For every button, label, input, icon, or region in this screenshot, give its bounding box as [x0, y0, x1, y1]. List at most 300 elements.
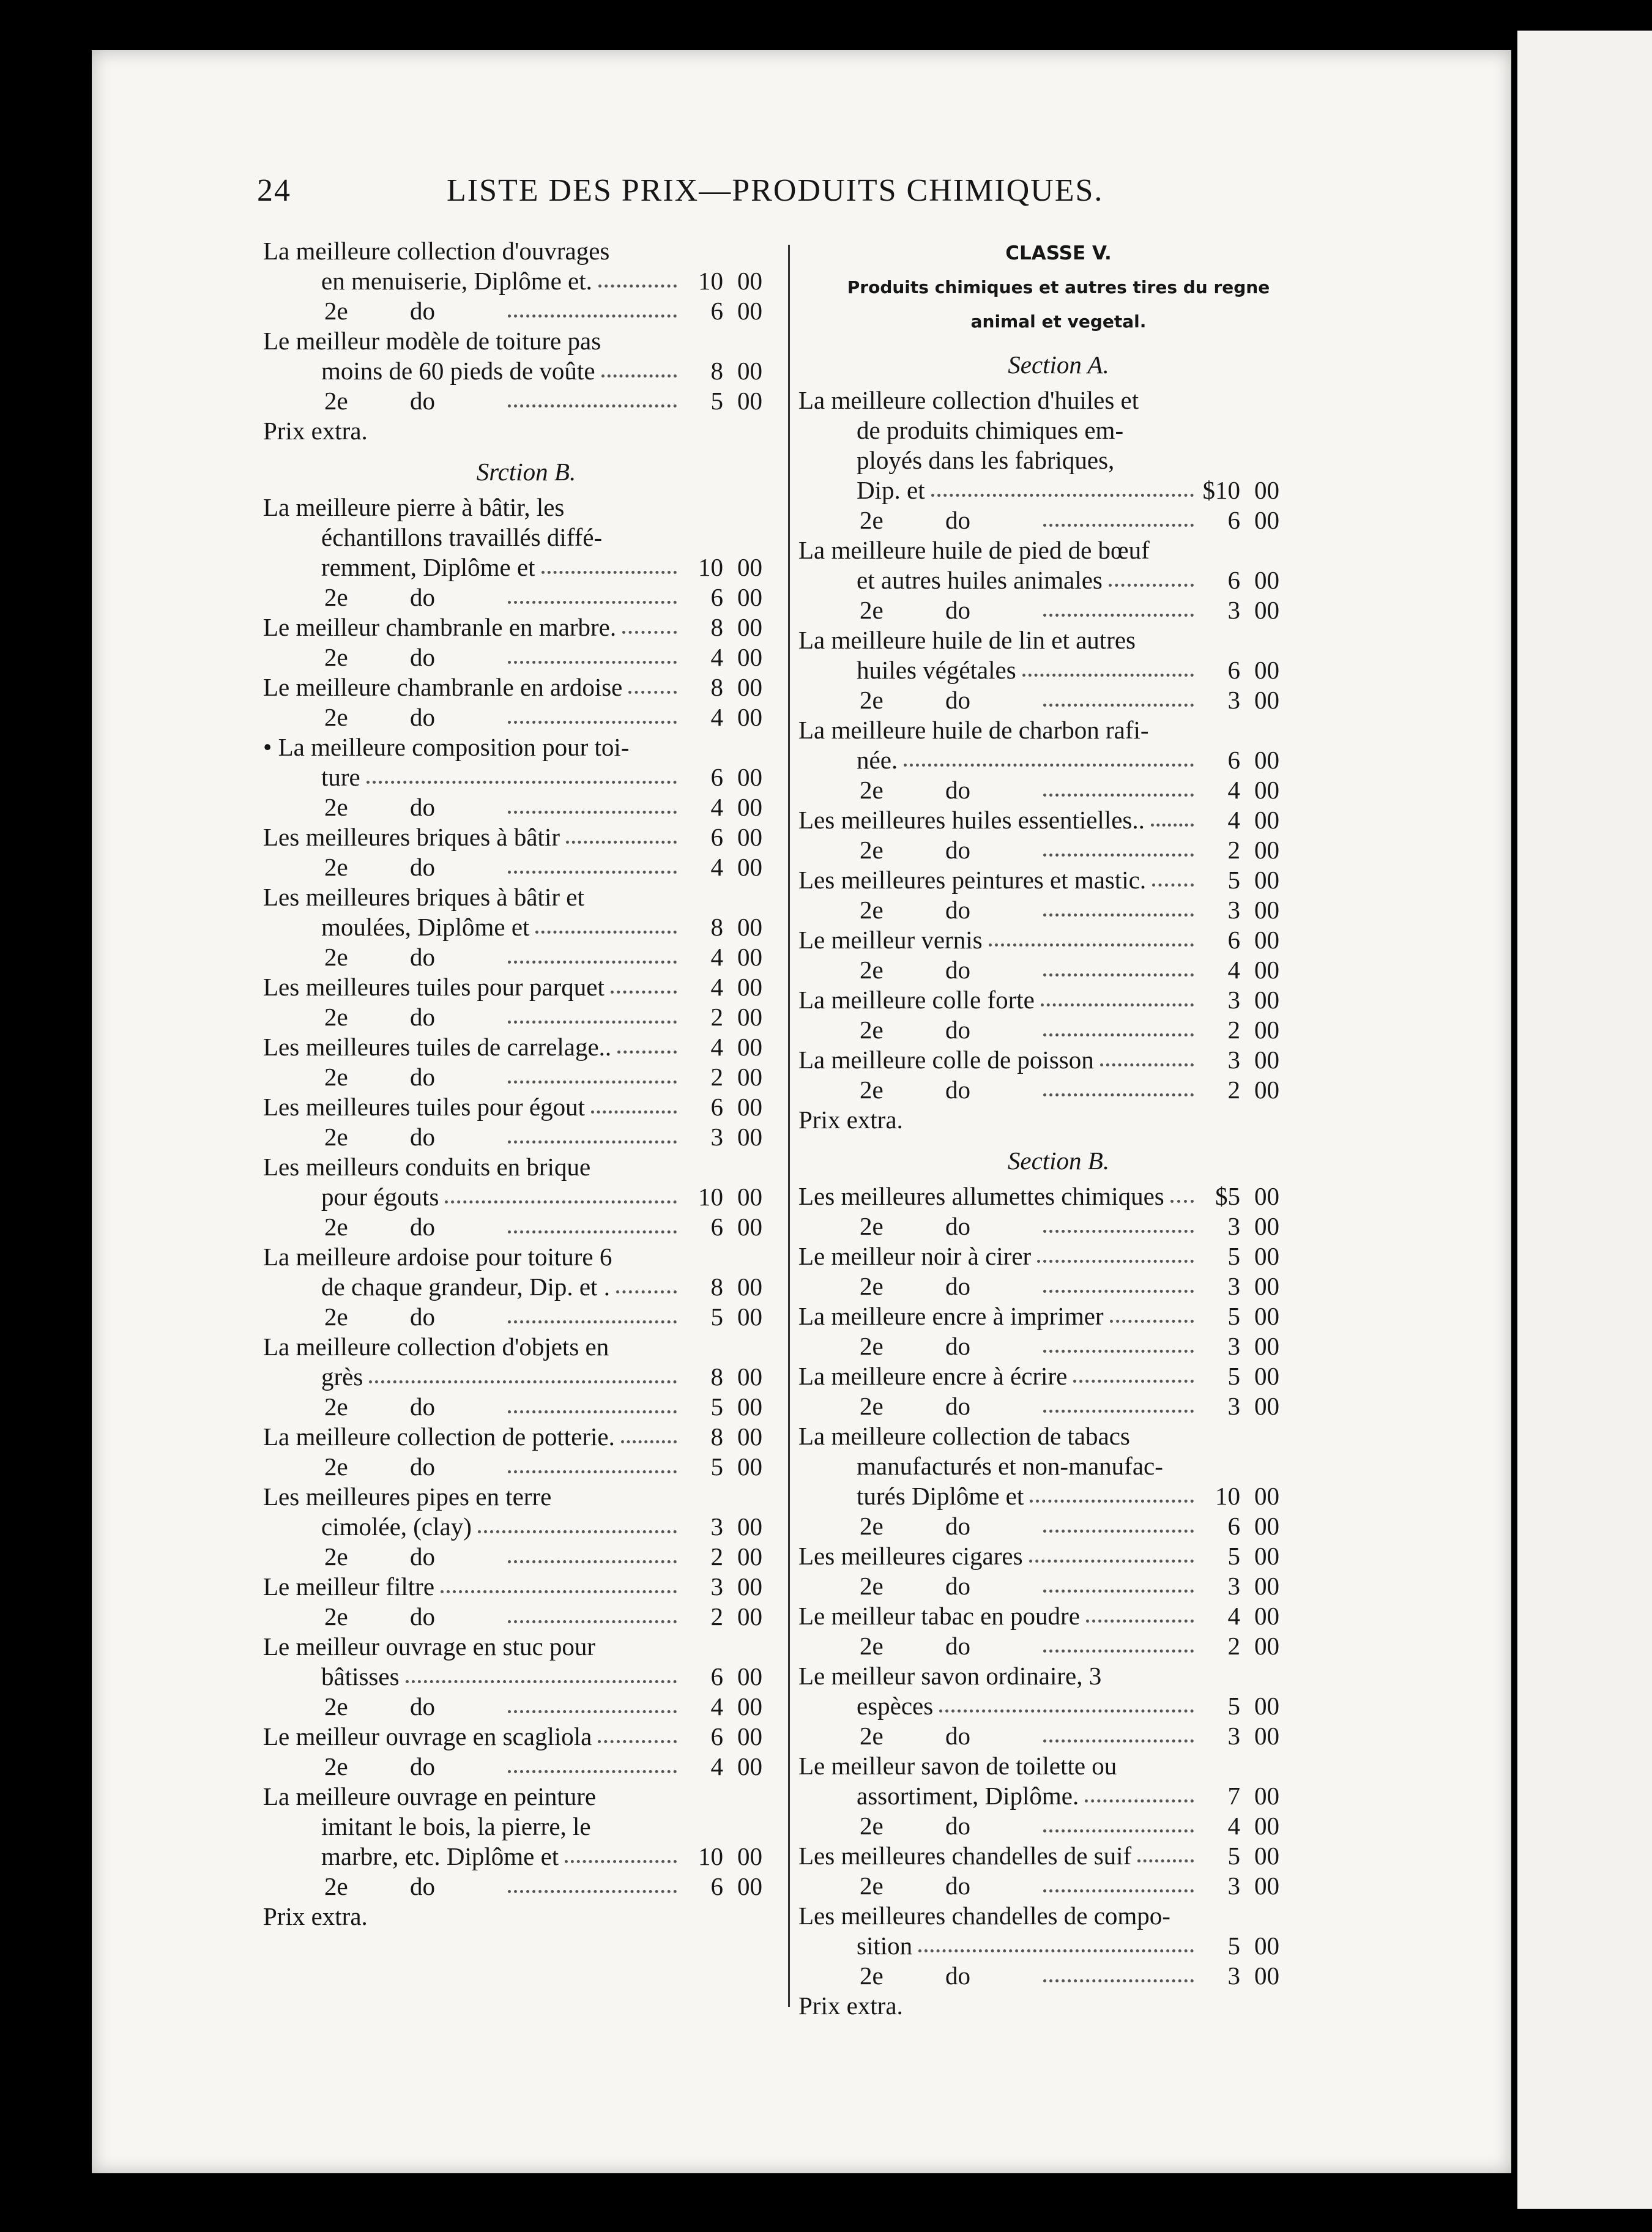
second-prize-label: 2e — [324, 1213, 348, 1241]
prize-row — [263, 1902, 789, 1932]
prize-cents: 00 — [737, 973, 762, 1001]
dot-leader — [1152, 865, 1194, 887]
prize-description: La meilleure huile de charbon rafi- — [798, 716, 1149, 744]
ditto-mark: do — [410, 1213, 435, 1241]
prize-description: Le meilleur savon de toilette ou — [798, 1752, 1117, 1780]
second-prize-row — [263, 1302, 789, 1332]
ditto-mark: do — [945, 1016, 970, 1044]
second-prize-label: 2e — [324, 1393, 348, 1421]
prize-cents: 00 — [1254, 806, 1279, 834]
prize-cents: 00 — [737, 793, 762, 821]
dot-leader — [622, 612, 677, 634]
prize-cents: 00 — [737, 297, 762, 325]
prize-cents: 00 — [737, 673, 762, 701]
second-prize-row — [263, 1872, 789, 1902]
prize-row — [263, 1182, 789, 1212]
prize-description: ployés dans les fabriques, — [857, 446, 1115, 474]
prize-row — [798, 1301, 1319, 1331]
prize-description: La meilleure encre à écrire — [798, 1362, 1068, 1390]
second-prize-row — [798, 1391, 1319, 1421]
prize-row — [263, 822, 789, 852]
ditto-mark: do — [410, 1453, 435, 1481]
ditto-mark: do — [410, 1872, 435, 1900]
ditto-mark: do — [945, 1572, 970, 1600]
dot-leader — [508, 702, 677, 724]
dot-leader — [617, 1032, 677, 1054]
prize-dollars: 10 — [698, 553, 723, 581]
second-prize-row — [263, 1602, 789, 1632]
prize-dollars: 3 — [1227, 1722, 1240, 1750]
prize-cents: 00 — [1254, 1722, 1279, 1750]
second-prize-row — [263, 642, 789, 672]
prize-description: La meilleure pierre à bâtir, les — [263, 493, 565, 521]
prize-cents: 00 — [737, 1872, 762, 1900]
dot-leader — [508, 1302, 677, 1323]
prize-cents: 00 — [1254, 1632, 1279, 1660]
dot-leader — [508, 1452, 677, 1473]
prize-dollars: 5 — [710, 387, 723, 415]
prize-description: remment, Diplôme et — [321, 553, 535, 581]
prize-description: moins de 60 pieds de voûte — [321, 357, 595, 385]
second-prize-label: 2e — [324, 583, 348, 611]
section-heading — [798, 348, 1319, 382]
prize-row — [798, 415, 1319, 445]
prize-description: La meilleure colle forte — [798, 986, 1035, 1014]
prize-dollars: 4 — [1227, 806, 1240, 834]
prize-cents: 00 — [1254, 1782, 1279, 1810]
second-prize-row — [263, 1062, 789, 1092]
prize-cents: 00 — [737, 613, 762, 641]
dot-leader — [508, 1872, 677, 1893]
right-price-column — [798, 236, 1319, 2021]
prize-cents: 00 — [1254, 896, 1279, 924]
dot-leader — [1022, 655, 1194, 677]
prize-row — [263, 1782, 789, 1812]
prize-cents: 00 — [737, 1602, 762, 1631]
second-prize-label: 2e — [324, 703, 348, 731]
prize-description: Dip. et — [857, 476, 925, 504]
prize-dollars: 3 — [710, 1512, 723, 1541]
prize-cents: 00 — [737, 553, 762, 581]
prize-cents: 00 — [1254, 596, 1279, 624]
prize-description: et autres huiles animales — [857, 566, 1103, 594]
prize-dollars: 4 — [1227, 1812, 1240, 1840]
dot-leader — [508, 642, 677, 664]
class-title: animal et vegetal. — [970, 311, 1147, 332]
prize-row — [798, 1691, 1319, 1721]
class-title: Produits chimiques et autres tires du regne — [847, 277, 1270, 297]
prize-dollars: 8 — [710, 1273, 723, 1301]
dot-leader — [508, 296, 677, 318]
second-prize-row — [798, 895, 1319, 925]
prize-dollars: 5 — [1227, 1362, 1240, 1390]
prize-cents: 00 — [737, 1003, 762, 1031]
prize-cents: 00 — [737, 1213, 762, 1241]
prize-row — [798, 1991, 1319, 2021]
prize-description: La meilleure colle de poisson — [798, 1046, 1094, 1074]
dot-leader — [1043, 1961, 1194, 1982]
prize-cents: 00 — [1254, 506, 1279, 534]
second-prize-row — [798, 1075, 1319, 1105]
dot-leader — [1041, 985, 1194, 1006]
second-prize-row — [798, 595, 1319, 625]
prize-description: espèces — [857, 1692, 934, 1720]
prize-cents: 00 — [737, 1123, 762, 1151]
prize-dollars: 6 — [1227, 566, 1240, 594]
prize-dollars: 5 — [710, 1453, 723, 1481]
second-prize-row — [798, 1271, 1319, 1301]
prize-description: Prix extra. — [798, 1992, 903, 2020]
dot-leader — [1043, 1271, 1194, 1293]
prize-description: Prix extra. — [263, 1902, 368, 1930]
prize-row — [263, 1422, 789, 1452]
ditto-mark: do — [945, 1962, 970, 1990]
prize-cents: 00 — [1254, 776, 1279, 804]
dot-leader — [1086, 1601, 1194, 1623]
dot-leader — [369, 1362, 677, 1383]
ditto-mark: do — [945, 1332, 970, 1360]
facing-page-edge — [1517, 31, 1652, 2209]
second-prize-row — [798, 955, 1319, 985]
prize-dollars: 10 — [1215, 1482, 1240, 1510]
second-prize-label: 2e — [324, 1063, 348, 1091]
prize-row — [263, 1332, 789, 1362]
prize-dollars: 3 — [710, 1123, 723, 1151]
prize-dollars: 4 — [710, 973, 723, 1001]
prize-cents: 00 — [737, 1752, 762, 1780]
second-prize-row — [263, 1392, 789, 1422]
prize-row — [798, 1361, 1319, 1391]
second-prize-label: 2e — [860, 596, 884, 624]
prize-cents: 00 — [1254, 1962, 1279, 1990]
second-prize-row — [798, 685, 1319, 715]
prize-description: Les meilleures peintures et mastic. — [798, 866, 1147, 894]
prize-row — [798, 1781, 1319, 1811]
prize-description: Les meilleures pipes en terre — [263, 1482, 552, 1511]
prize-row — [798, 985, 1319, 1015]
prize-cents: 00 — [1254, 1362, 1279, 1390]
dot-leader — [1073, 1361, 1194, 1383]
dot-leader — [508, 852, 677, 874]
dot-leader — [616, 1272, 677, 1293]
prize-dollars: 6 — [1227, 656, 1240, 684]
prize-dollars: 8 — [710, 613, 723, 641]
prize-row — [263, 1662, 789, 1692]
second-prize-row — [263, 1452, 789, 1482]
prize-description: bâtisses — [321, 1662, 400, 1691]
page-title: LISTE DES PRIX—PRODUITS CHIMIQUES. — [447, 173, 1104, 208]
prize-cents: 00 — [737, 1692, 762, 1720]
dot-leader — [989, 925, 1194, 947]
dot-leader — [1043, 955, 1194, 976]
second-prize-row — [263, 1122, 789, 1152]
dot-leader — [406, 1662, 677, 1683]
prize-cents: 00 — [737, 1453, 762, 1481]
dot-leader — [1043, 1075, 1194, 1096]
dot-leader — [565, 1842, 677, 1863]
prize-description: Les meilleures tuiles pour parquet — [263, 973, 605, 1001]
prize-cents: 00 — [1254, 656, 1279, 684]
ditto-mark: do — [945, 1272, 970, 1300]
prize-dollars: $10 — [1202, 476, 1240, 504]
dot-leader — [1137, 1841, 1194, 1862]
prize-dollars: 5 — [1227, 1932, 1240, 1960]
prize-cents: 00 — [1254, 866, 1279, 894]
dot-leader — [566, 822, 677, 844]
ditto-mark: do — [410, 1542, 435, 1571]
dot-leader — [1043, 1871, 1194, 1892]
dot-leader — [478, 1512, 677, 1533]
second-prize-row — [798, 1811, 1319, 1841]
prize-row — [263, 523, 789, 552]
column-divider — [788, 245, 790, 2007]
prize-cents: 00 — [1254, 686, 1279, 714]
dot-leader — [1043, 1511, 1194, 1533]
prize-description: échantillons travaillés diffé- — [321, 523, 603, 551]
prize-cents: 00 — [737, 643, 762, 671]
ditto-mark: do — [410, 703, 435, 731]
section-heading — [263, 455, 789, 489]
dot-leader — [931, 475, 1194, 497]
prize-cents: 00 — [1254, 1046, 1279, 1074]
ditto-mark: do — [410, 1123, 435, 1151]
prize-dollars: 5 — [710, 1393, 723, 1421]
prize-description: Les meilleures allumettes chimiques — [798, 1182, 1164, 1210]
prize-description: cimolée, (clay) — [321, 1512, 472, 1541]
prize-dollars: 6 — [710, 1213, 723, 1241]
prize-dollars: 3 — [1227, 1046, 1240, 1074]
prize-description: Le meilleur filtre — [263, 1572, 435, 1601]
prize-dollars: 2 — [1227, 1016, 1240, 1044]
section-heading — [798, 1144, 1319, 1178]
dot-leader — [1029, 1541, 1194, 1563]
prize-row — [798, 535, 1319, 565]
prize-row — [263, 326, 789, 356]
prize-row — [798, 1181, 1319, 1211]
second-prize-label: 2e — [324, 1003, 348, 1031]
prize-cents: 00 — [1254, 476, 1279, 504]
prize-description: La meilleure collection d'huiles et — [798, 386, 1139, 414]
prize-row — [263, 1842, 789, 1872]
prize-row — [263, 672, 789, 702]
prize-description: née. — [857, 746, 898, 774]
prize-row — [798, 925, 1319, 955]
dot-leader — [1043, 1631, 1194, 1653]
prize-cents: 00 — [1254, 1242, 1279, 1270]
prize-cents: 00 — [1254, 1482, 1279, 1510]
prize-row — [263, 1152, 789, 1182]
prize-dollars: 5 — [1227, 1242, 1240, 1270]
prize-row — [263, 762, 789, 792]
prize-row — [263, 552, 789, 582]
dot-leader — [508, 582, 677, 604]
prize-description: Prix extra. — [798, 1106, 903, 1134]
ditto-mark: do — [945, 896, 970, 924]
prize-description: moulées, Diplôme et — [321, 913, 530, 941]
second-prize-label: 2e — [860, 1392, 884, 1420]
prize-dollars: 2 — [710, 1602, 723, 1631]
prize-row — [263, 912, 789, 942]
second-prize-label: 2e — [860, 1722, 884, 1750]
prize-description: • La meilleure composition pour toi- — [263, 733, 630, 761]
prize-cents: 00 — [1254, 1332, 1279, 1360]
prize-cents: 00 — [737, 703, 762, 731]
prize-description: Les meilleures chandelles de suif — [798, 1842, 1132, 1870]
second-prize-label: 2e — [860, 1016, 884, 1044]
second-prize-label: 2e — [324, 1542, 348, 1571]
prize-cents: 00 — [1254, 1392, 1279, 1420]
prize-dollars: 3 — [1227, 1872, 1240, 1900]
prize-dollars: 3 — [1227, 896, 1240, 924]
prize-dollars: 3 — [1227, 986, 1240, 1014]
prize-dollars: 4 — [710, 1752, 723, 1780]
dot-leader — [508, 1692, 677, 1713]
second-prize-label: 2e — [324, 853, 348, 881]
prize-description: La meilleure collection d'objets en — [263, 1333, 609, 1361]
dot-leader — [1043, 775, 1194, 797]
second-prize-label: 2e — [860, 686, 884, 714]
prize-dollars: 6 — [1227, 746, 1240, 774]
second-prize-row — [263, 1542, 789, 1572]
prize-dollars: 6 — [710, 297, 723, 325]
second-prize-label: 2e — [324, 1602, 348, 1631]
second-prize-row — [263, 582, 789, 612]
class-heading — [798, 236, 1319, 270]
spacer — [798, 339, 1319, 348]
prize-dollars: 2 — [710, 1542, 723, 1571]
prize-row — [798, 1601, 1319, 1631]
second-prize-label: 2e — [324, 297, 348, 325]
prize-dollars: 3 — [1227, 1572, 1240, 1600]
prize-dollars: 6 — [710, 1662, 723, 1691]
prize-description: sition — [857, 1932, 913, 1960]
page-header — [165, 173, 1120, 215]
prize-description: Prix extra. — [263, 417, 368, 445]
prize-description: La meilleure huile de lin et autres — [798, 626, 1136, 654]
ditto-mark: do — [410, 1752, 435, 1780]
prize-cents: 00 — [737, 1183, 762, 1211]
prize-row — [263, 1572, 789, 1602]
dot-leader — [508, 942, 677, 964]
ditto-mark: do — [410, 853, 435, 881]
second-prize-row — [263, 1212, 789, 1242]
second-prize-label: 2e — [860, 1572, 884, 1600]
prize-dollars: 6 — [1227, 926, 1240, 954]
ditto-mark: do — [410, 643, 435, 671]
prize-dollars: 5 — [1227, 1302, 1240, 1330]
prize-dollars: 6 — [1227, 506, 1240, 534]
prize-dollars: 10 — [698, 1183, 723, 1211]
dot-leader — [1043, 895, 1194, 917]
prize-description: Le meilleure chambranle en ardoise — [263, 673, 623, 701]
dot-leader — [1043, 505, 1194, 527]
ditto-mark: do — [410, 387, 435, 415]
prize-dollars: 4 — [1227, 1602, 1240, 1630]
prize-cents: 00 — [737, 1393, 762, 1421]
prize-dollars: 4 — [710, 793, 723, 821]
second-prize-label: 2e — [860, 776, 884, 804]
second-prize-row — [263, 942, 789, 972]
prize-row — [263, 732, 789, 762]
prize-description: Le meilleur ouvrage en scagliola — [263, 1722, 592, 1750]
prize-dollars: 8 — [710, 1423, 723, 1451]
prize-row — [798, 1931, 1319, 1961]
dot-leader — [1043, 1331, 1194, 1353]
prize-dollars: 2 — [1227, 836, 1240, 864]
ditto-mark: do — [410, 1692, 435, 1720]
dot-leader — [1100, 1045, 1194, 1066]
prize-cents: 00 — [737, 1093, 762, 1121]
dot-leader — [939, 1691, 1194, 1713]
prize-dollars: 5 — [1227, 1692, 1240, 1720]
left-price-column — [263, 236, 789, 1932]
prize-row — [263, 1032, 789, 1062]
prize-description: Le meilleur chambranle en marbre. — [263, 613, 617, 641]
ditto-mark: do — [410, 1003, 435, 1031]
second-prize-row — [263, 296, 789, 326]
prize-dollars: 3 — [1227, 686, 1240, 714]
prize-description: turés Diplôme et — [857, 1482, 1024, 1510]
second-prize-label: 2e — [860, 1272, 884, 1300]
ditto-mark: do — [410, 583, 435, 611]
dot-leader — [621, 1422, 677, 1443]
prize-description: La meilleure huile de pied de bœuf — [798, 536, 1150, 564]
prize-dollars: 6 — [1227, 1512, 1240, 1540]
dot-leader — [1109, 565, 1194, 587]
prize-cents: 00 — [737, 1363, 762, 1391]
prize-dollars: 4 — [1227, 956, 1240, 984]
second-prize-row — [263, 1692, 789, 1722]
prize-description: imitant le bois, la pierre, le — [321, 1812, 591, 1840]
second-prize-label: 2e — [860, 1632, 884, 1660]
prize-row — [798, 385, 1319, 415]
prize-row — [263, 882, 789, 912]
prize-description: La meilleure ardoise pour toiture 6 — [263, 1243, 612, 1271]
prize-cents: 00 — [1254, 1542, 1279, 1570]
second-prize-label: 2e — [860, 1332, 884, 1360]
dot-leader — [508, 1062, 677, 1084]
prize-cents: 00 — [1254, 1812, 1279, 1840]
prize-dollars: 4 — [710, 643, 723, 671]
prize-dollars: 8 — [710, 1363, 723, 1391]
prize-description: Les meilleures huiles essentielles.. — [798, 806, 1145, 834]
prize-row — [798, 1901, 1319, 1931]
dot-leader — [1043, 595, 1194, 617]
prize-description: Les meilleures tuiles pour égout — [263, 1093, 586, 1121]
prize-dollars: 5 — [1227, 866, 1240, 894]
dot-leader — [591, 1092, 677, 1114]
prize-dollars: 3 — [1227, 1272, 1240, 1300]
second-prize-label: 2e — [860, 1512, 884, 1540]
second-prize-label: 2e — [324, 1752, 348, 1780]
second-prize-label: 2e — [860, 1812, 884, 1840]
second-prize-row — [263, 386, 789, 416]
second-prize-label: 2e — [324, 643, 348, 671]
prize-description: Le meilleur tabac en poudre — [798, 1602, 1080, 1630]
dot-leader — [1043, 1811, 1194, 1832]
prize-cents: 00 — [1254, 1182, 1279, 1210]
prize-cents: 00 — [1254, 1692, 1279, 1720]
prize-row — [263, 972, 789, 1002]
prize-row — [798, 625, 1319, 655]
prize-cents: 00 — [737, 1423, 762, 1451]
prize-cents: 00 — [737, 1722, 762, 1750]
ditto-mark: do — [945, 1812, 970, 1840]
prize-dollars: 4 — [710, 1692, 723, 1720]
second-prize-row — [798, 1631, 1319, 1661]
prize-dollars: 10 — [698, 1842, 723, 1870]
prize-cents: 00 — [737, 823, 762, 851]
